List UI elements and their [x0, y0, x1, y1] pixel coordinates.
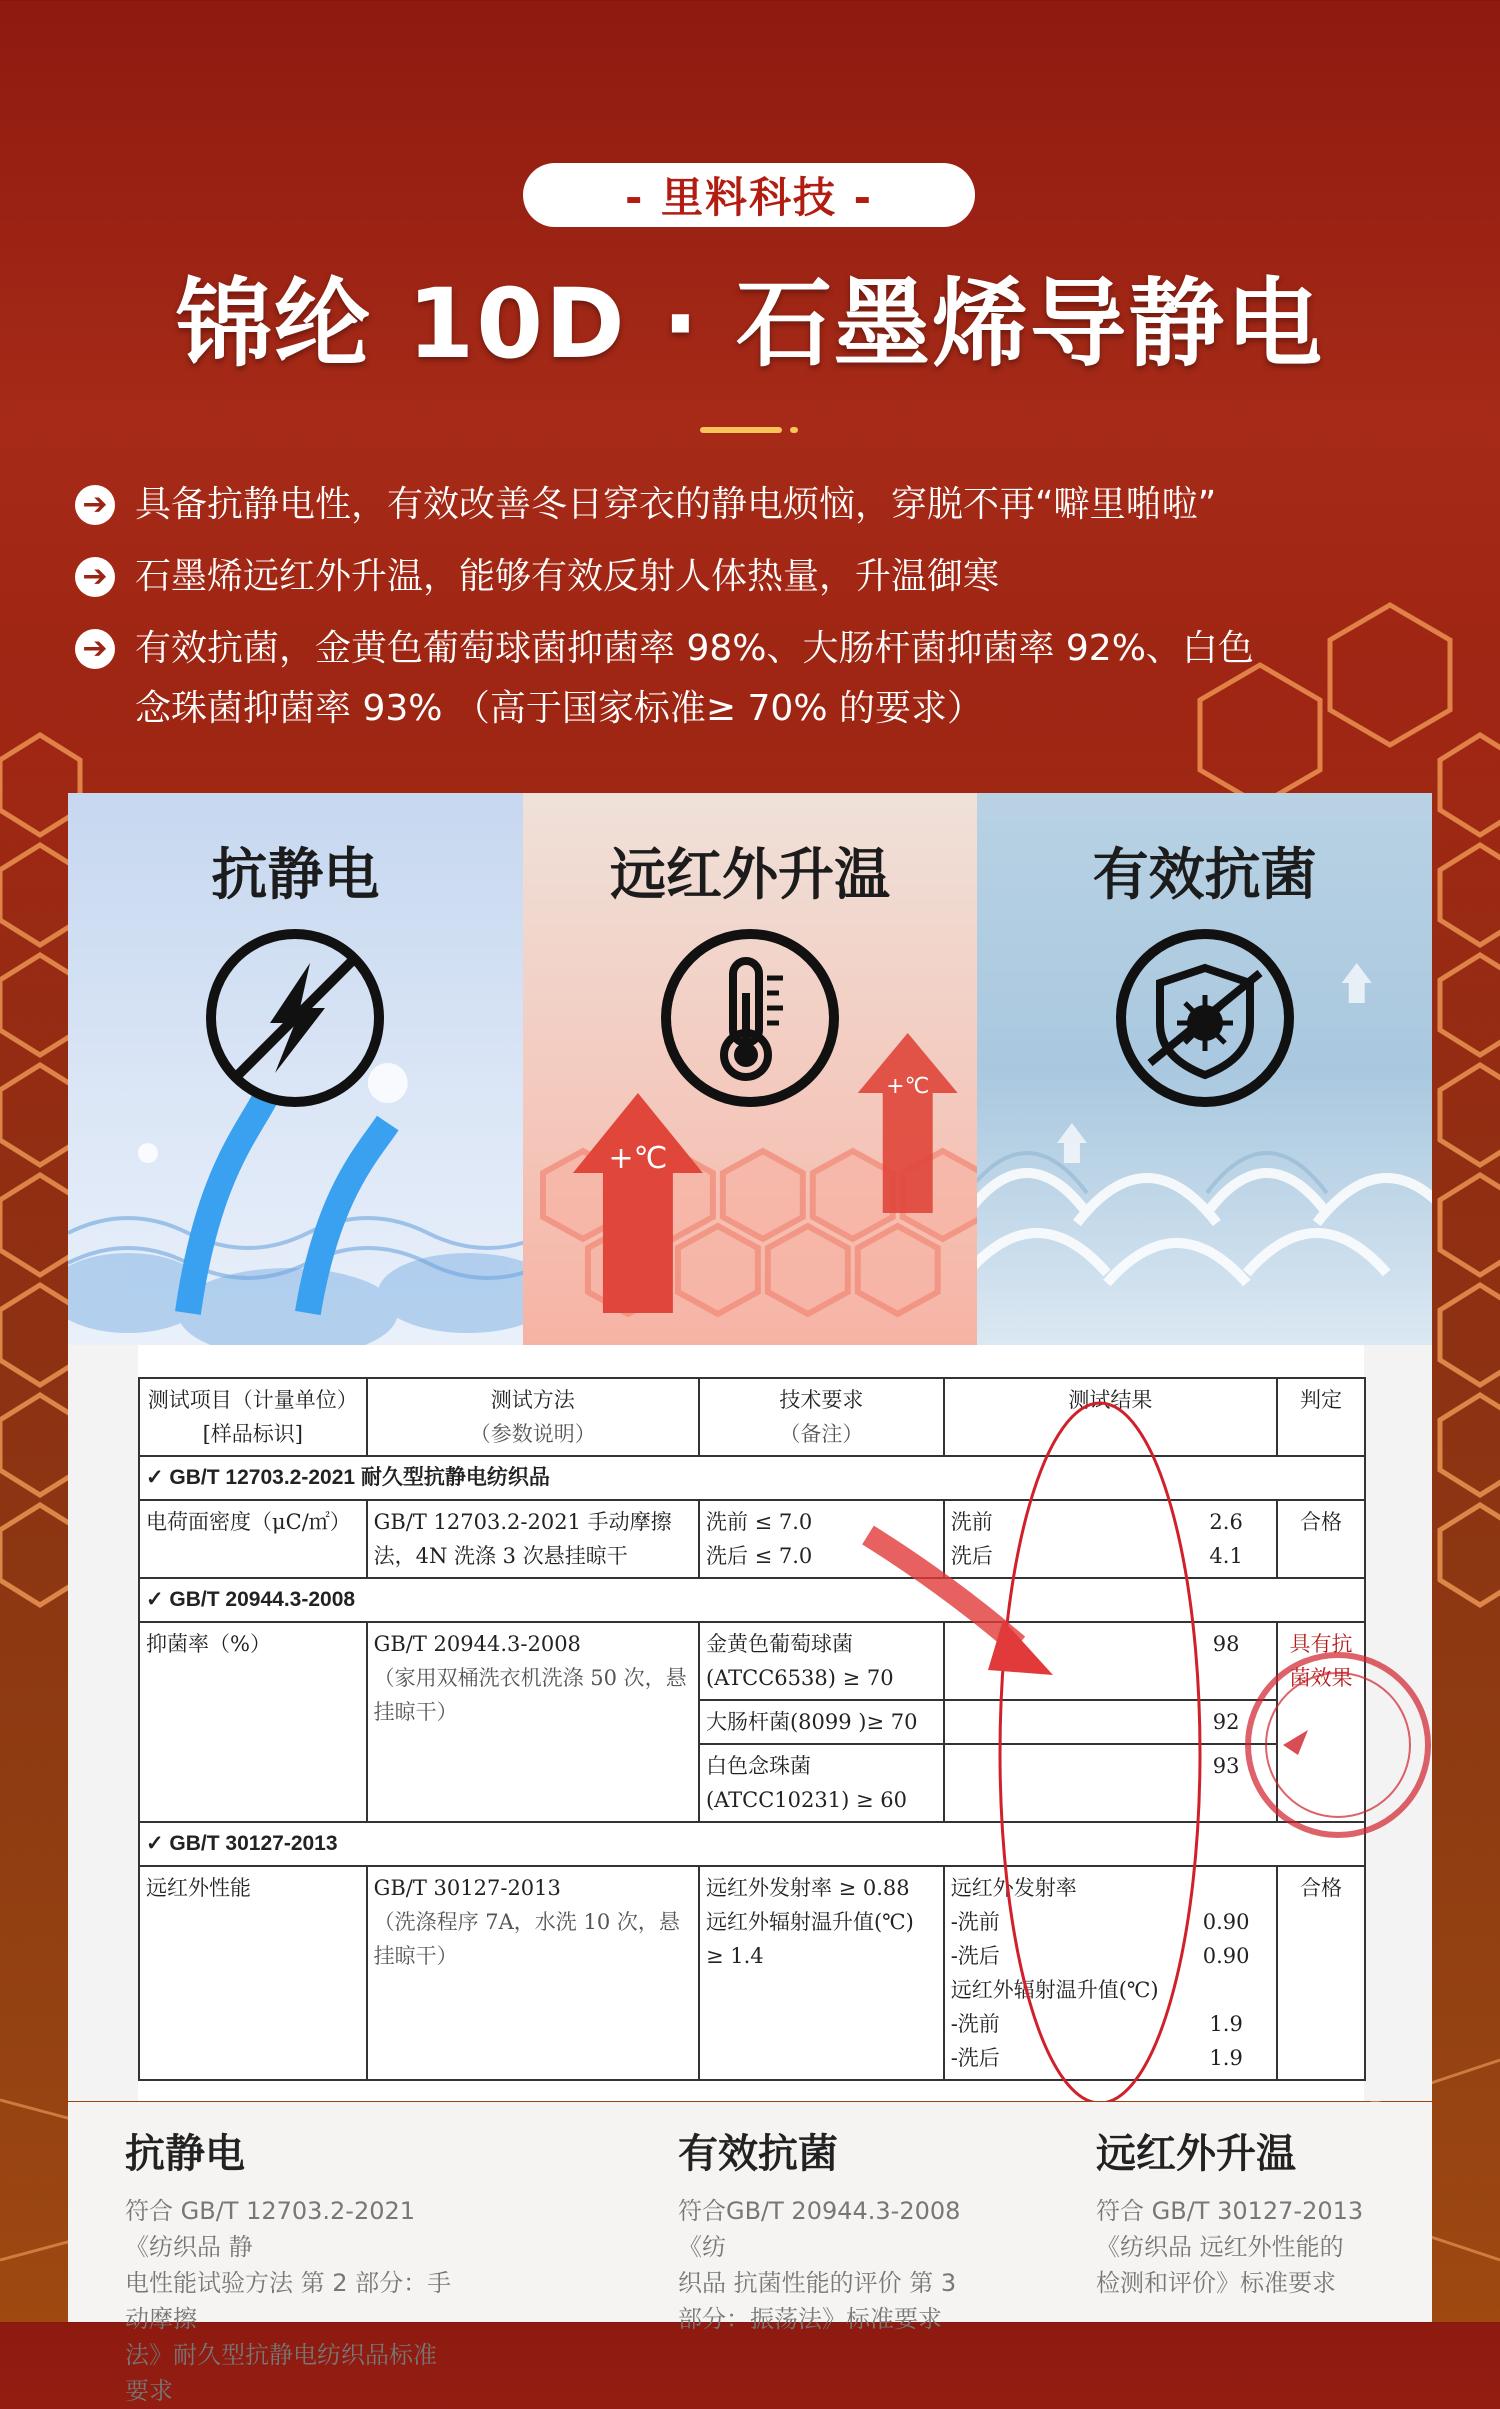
standard-row: ✓ GB/T 20944.3-2008 [139, 1578, 1365, 1622]
footer-title: 抗静电 [125, 2131, 245, 2177]
footer-title: 有效抗菌 [678, 2131, 838, 2177]
table-row: 电荷面密度（μC/㎡） GB/T 12703.2-2021 手动摩擦法，4N 洗涤 3 次悬挂晾干 洗前 ≤ 7.0 洗后 ≤ 7.0 洗前 2.6 洗后 4.1 合格 [139, 1500, 1365, 1578]
feature-item [75, 547, 1435, 607]
arrow-right-icon: ➔ [75, 485, 115, 525]
header-cell: 测试结果 [944, 1378, 1277, 1456]
test-report [68, 1345, 1432, 2101]
feature-list [75, 475, 1435, 751]
benefit-panels [68, 793, 1432, 1345]
no-static-lightning-icon [200, 923, 390, 1113]
standard-row: ✓ GB/T 30127-2013 [139, 1822, 1365, 1866]
table-row: 大肠杆菌(8099 )≥ 70 92 [139, 1700, 1365, 1744]
feature-item [75, 619, 1435, 739]
footer-desc: 法》耐久型抗静电纺织品标准要求 [125, 2341, 437, 2405]
feature-text-line: 念珠菌抑菌率 93% （高于国家标准≥ 70% 的要求） [135, 688, 983, 729]
footer-column [678, 2122, 1008, 2337]
footer-column [125, 2122, 455, 2409]
footer-desc: 织品 抗菌性能的评价 第 3 [678, 2269, 957, 2297]
footer-desc: 符合 GB/T 30127-2013 [1096, 2197, 1364, 2225]
footer-desc: 电性能试验方法 第 2 部分：手动摩擦 [125, 2269, 452, 2333]
panel-title: 有效抗菌 [1092, 843, 1317, 908]
standards-footer [68, 2102, 1432, 2405]
arrow-right-icon: ➔ [75, 557, 115, 597]
svg-text:+℃: +℃ [608, 1140, 667, 1177]
header-cell: 技术要求 （备注） [699, 1378, 944, 1456]
footer-desc: 检测和评价》标准要求 [1096, 2269, 1336, 2297]
panel-antistatic [68, 793, 523, 1345]
feature-text-line: 有效抗菌，金黄色葡萄球菌抑菌率 98%、大肠杆菌抑菌率 92%、白色 [135, 628, 1254, 669]
header-cell: 测试项目（计量单位） [样品标识] [139, 1378, 367, 1456]
section-badge: - 里料科技 - [523, 163, 975, 227]
table-row: 白色念珠菌 (ATCC10231) ≥ 60 93 [139, 1744, 1365, 1822]
standard-row: ✓ GB/T 12703.2-2021 耐久型抗静电纺织品 [139, 1456, 1365, 1500]
feature-text: 具备抗静电性，有效改善冬日穿衣的静电烦恼，穿脱不再“噼里啪啦” [135, 484, 1217, 525]
feature-text [135, 619, 1254, 739]
svg-text:+℃: +℃ [885, 1073, 929, 1100]
footer-desc: 部分：振荡法》标准要求 [678, 2305, 942, 2333]
panel-title: 远红外升温 [610, 843, 890, 908]
shield-bacteria-icon [1110, 923, 1300, 1113]
header-cell: 测试方法 （参数说明） [367, 1378, 699, 1456]
page-headline: 锦纶 10D · 石墨烯导静电 [175, 268, 1324, 380]
feature-text: 石墨烯远红外升温，能够有效反射人体热量，升温御寒 [135, 556, 1000, 597]
header-cell: 判定 [1277, 1378, 1365, 1456]
panel-antibacterial [977, 793, 1432, 1345]
title-underline [700, 427, 800, 435]
report-table [138, 1377, 1366, 2081]
footer-desc: 符合GB/T 20944.3-2008《纺 [678, 2197, 961, 2261]
table-row: 远红外性能 GB/T 30127-2013 （洗涤程序 7A，水洗 10 次，悬挂晾干） 远红外发射率 ≥ 0.88 远红外辐射温升值(℃) ≥ 1.4 远红外发射率 -洗前 0.90 -洗后 0.90 远红外辐射温升值(℃) -洗前 1.9 -洗后 1.9 合格 [139, 1866, 1365, 2080]
table-header-row [139, 1378, 1365, 1456]
footer-title: 远红外升温 [1096, 2131, 1296, 2177]
footer-column [1096, 2122, 1416, 2301]
table-row: 抑菌率（%） GB/T 20944.3-2008 （家用双桶洗衣机洗涤 50 次，悬挂晾干） 金黄色葡萄球菌 (ATCC6538) ≥ 70 98 具有抗菌效果 [139, 1622, 1365, 1700]
footer-desc: 符合 GB/T 12703.2-2021《纺织品 静 [125, 2197, 416, 2261]
footer-desc: 《纺织品 远红外性能的 [1096, 2233, 1344, 2261]
feature-item [75, 475, 1435, 535]
arrow-right-icon: ➔ [75, 629, 115, 669]
panel-title: 抗静电 [211, 843, 380, 908]
panel-far-infrared [523, 793, 978, 1345]
thermometer-icon [655, 923, 845, 1113]
